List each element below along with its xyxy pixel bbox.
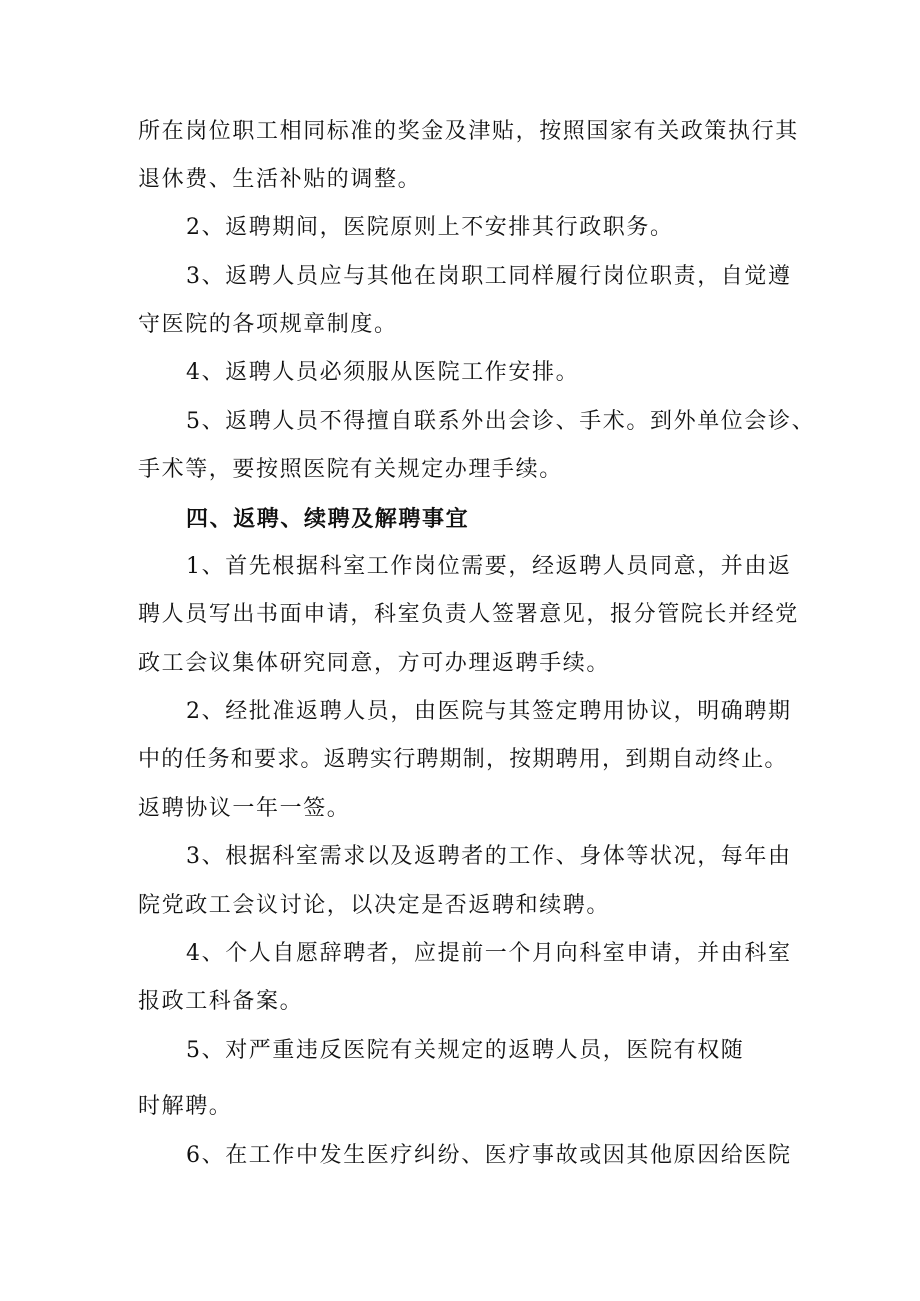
section-heading: 四、返聘、续聘及解聘事宜 [186,506,470,532]
clause-4-4: 4、个人自愿辞聘者，应提前一个月向科室申请，并由科室 [186,941,792,966]
text-line: 报政工科备案。 [138,989,304,1014]
text-line: 政工会议集体研究同意，方可办理返聘手续。 [138,651,611,676]
clause-4-6: 6、在工作中发生医疗纠纷、医疗事故或因其他原因给医院 [186,1143,792,1168]
clause-4-5: 5、对严重违反医院有关规定的返聘人员，医院有权随 [186,1038,745,1063]
clause-4-2: 2、经批准返聘人员，由医院与其签定聘用协议，明确聘期 [186,699,792,724]
text-line: 手术等，要按照医院有关规定办理手续。 [138,457,563,482]
text-line: 时解聘。 [138,1094,233,1119]
clause-4-1: 1、首先根据科室工作岗位需要，经返聘人员同意，并由返 [186,554,792,579]
clause-3-4: 4、返聘人员必须服从医院工作安排。 [186,360,580,385]
text-line: 聘人员写出书面申请，科室负责人签署意见，报分管院长并经党 [138,602,799,627]
text-line: 守医院的各项规章制度。 [138,312,398,337]
text-line: 中的任务和要求。返聘实行聘期制，按期聘用，到期自动终止。 [138,747,788,772]
clause-3-3: 3、返聘人员应与其他在岗职工同样履行岗位职责，自觉遵 [186,264,792,289]
clause-4-3: 3、根据科室需求以及返聘者的工作、身体等状况，每年由 [186,844,792,869]
text-line: 所在岗位职工相同标准的奖金及津贴，按照国家有关政策执行其 [138,119,799,144]
clause-3-2: 2、返聘期间，医院原则上不安排其行政职务。 [186,215,674,240]
text-line: 返聘协议一年一签。 [138,796,351,821]
clause-3-5: 5、返聘人员不得擅自联系外出会诊、手术。到外单位会诊、 [186,409,816,434]
text-line: 退休费、生活补贴的调整。 [138,167,422,192]
text-line: 院党政工会议讨论，以决定是否返聘和续聘。 [138,893,611,918]
